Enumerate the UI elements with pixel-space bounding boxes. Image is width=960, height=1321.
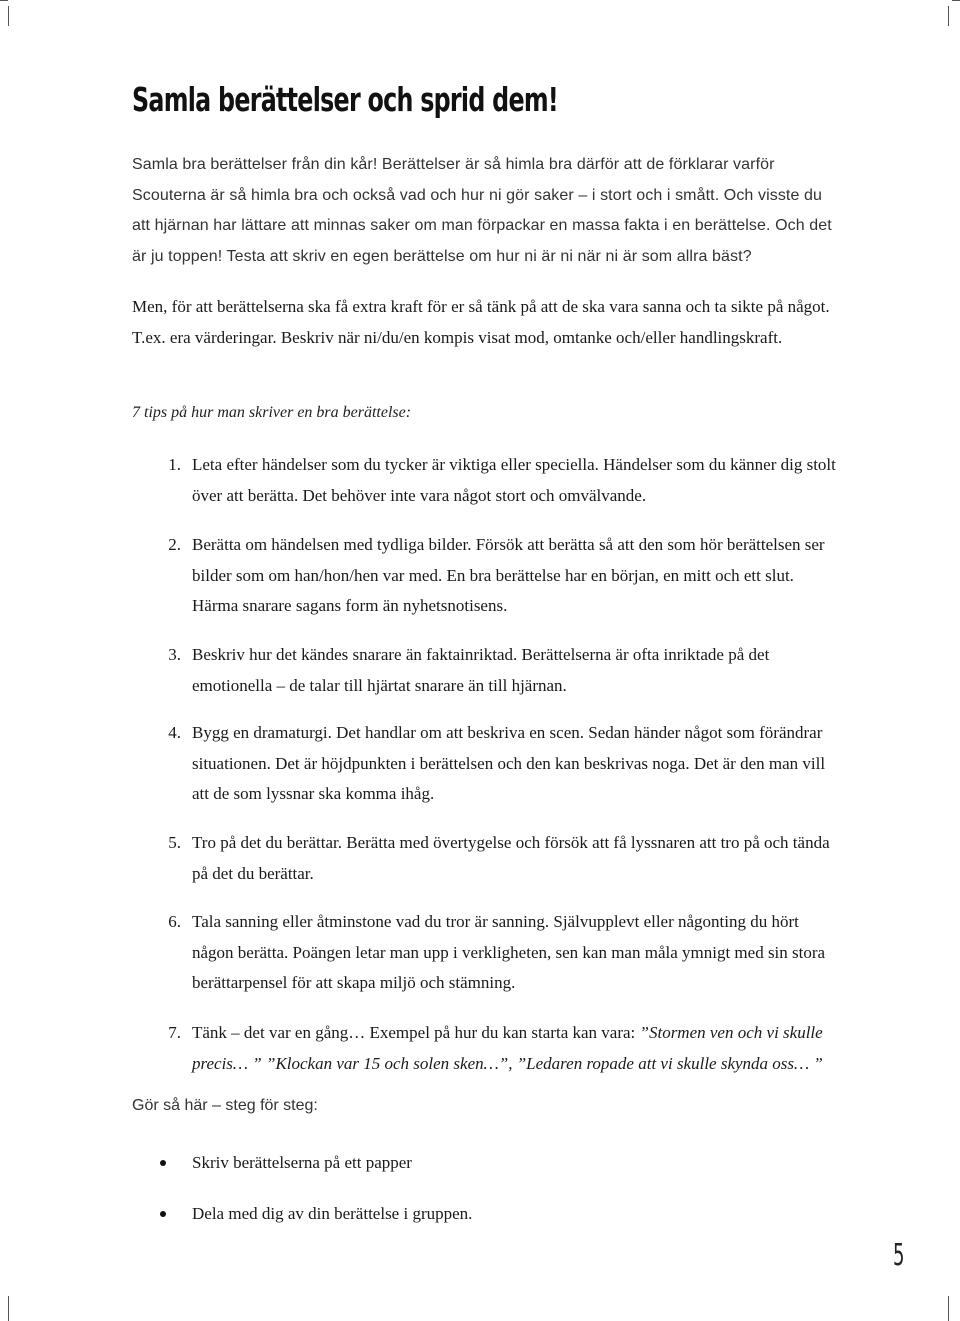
- crop-mark: [948, 6, 949, 26]
- tip-text: [192, 1018, 840, 1079]
- step-text: Dela med dig av din berättelse i gruppen.: [192, 1204, 473, 1223]
- step-text: Skriv berättelserna på ett papper: [192, 1153, 412, 1172]
- tip-number: 4.: [168, 723, 181, 742]
- tip-text: Leta efter händelser som du tycker är viktiga eller speciella. Händelser som du känner dig stolt över att berätta. Det behöver inte vara något stort och omvälvande.: [192, 455, 836, 505]
- tip-text-plain: Tänk – det var en gång… Exempel på hur du kan starta kan vara:: [192, 1023, 640, 1042]
- crop-mark: [0, 0, 8, 1]
- page-number: 5: [893, 1238, 905, 1273]
- page-title: Samla berättelser och sprid dem!: [132, 80, 559, 119]
- values-paragraph: Men, för att berättelserna ska få extra kraft för er så tänk på att de ska vara sanna och ta sikte på något. T.ex. era värderingar. Beskriv när ni/du/en kompis visat mod, omtanke och/eller handlingskraft.: [132, 297, 830, 347]
- tip-text: Tala sanning eller åtminstone vad du tror är sanning. Självupplevt eller någonting du hört någon berätta. Poängen letar man upp i verkligheten, sen kan man måla ymnigt med sin stora berättarpensel för att skapa miljö och stämning.: [192, 912, 826, 992]
- bullet-icon: [160, 1211, 166, 1217]
- tip-text: Tro på det du berättar. Berätta med övertygelse och försök att få lyssnaren att tro på och tända på det du berättar.: [192, 833, 830, 883]
- tip-text: Bygg en dramaturgi. Det handlar om att beskriva en scen. Sedan händer något som förändrar situationen. Det är höjdpunkten i berättelsen och den kan beskrivas noga. Det är den man vill att de som lyssnar ska komma ihåg.: [192, 723, 826, 803]
- tip-text: Berätta om händelsen med tydliga bilder. Försök att berätta så att den som hör berättelsen ser bilder som om han/hon/hen var med. En bra berättelse har en början, en mitt och ett slut. Härma snarare sagans form än nyhetsnotisens.: [192, 535, 825, 615]
- tip-number: 1.: [168, 455, 181, 474]
- tip-number: 5.: [168, 833, 181, 852]
- crop-mark: [952, 0, 960, 1]
- intro-paragraph: Samla bra berättelser från din kår! Berättelser är så himla bra därför att de förklarar varför Scouterna är så himla bra och också vad och hur ni gör saker – i stort och i smått. Och visste du att hjärnan har lättare att minnas saker om man förpackar en massa fakta i en berättelse. Och det är ju toppen! Testa att skriv en egen berättelse om hur ni är ni när ni är som allra bäst?: [132, 156, 832, 265]
- crop-mark: [8, 1296, 9, 1321]
- tip-example-quotes: ”Stormen ven och vi skulle precis… ” ”Klockan var 15 och solen sken…”, ”Ledaren ropade att vi skulle skynda oss… ”: [192, 1023, 823, 1073]
- tips-heading: 7 tips på hur man skriver en bra berättelse:: [132, 404, 412, 421]
- crop-mark: [8, 6, 9, 26]
- crop-mark: [948, 1296, 949, 1321]
- bullet-icon: [160, 1160, 166, 1166]
- tip-number: 2.: [168, 535, 181, 554]
- tip-number: 7.: [168, 1023, 181, 1042]
- tip-text: Beskriv hur det kändes snarare än faktainriktad. Berättelserna är ofta inriktade på det emotionella – de talar till hjärtat snarare än till hjärnan.: [192, 645, 770, 695]
- tip-number: 6.: [168, 912, 181, 931]
- steps-heading: Gör så här – steg för steg:: [132, 1097, 318, 1114]
- tip-number: 3.: [168, 645, 181, 664]
